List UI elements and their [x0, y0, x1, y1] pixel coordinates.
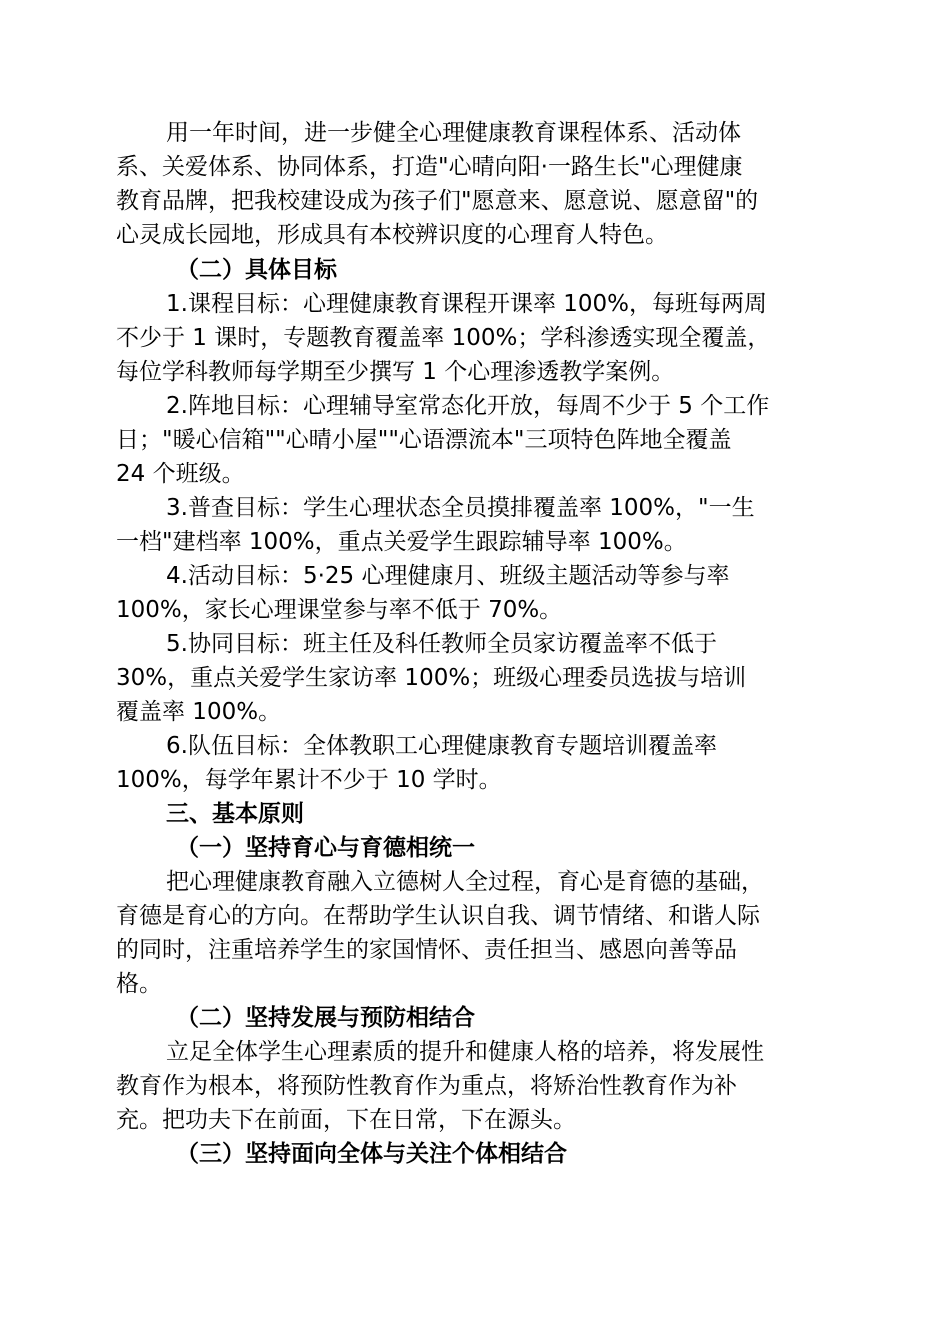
principle-3-heading: （三）坚持面向全体与关注个体相结合	[176, 1141, 567, 1167]
goal-4-line-1: 4.活动目标：5·25 心理健康月、班级主题活动等参与率	[166, 563, 730, 589]
goal-5-line-2: 30%，重点关爱学生家访率 100%；班级心理委员选拔与培训	[116, 665, 747, 691]
intro-line-4: 心灵成长园地，形成具有本校辨识度的心理育人特色。	[116, 222, 668, 248]
principle-1-heading: （一）坚持育心与育德相统一	[176, 835, 475, 861]
principle-2-heading: （二）坚持发展与预防相结合	[176, 1005, 475, 1031]
intro-line-3: 教育品牌，把我校建设成为孩子们"愿意来、愿意说、愿意留"的	[116, 188, 759, 214]
goal-2-line-2: 日；"暖心信箱""心晴小屋""心语漂流本"三项特色阵地全覆盖	[116, 427, 732, 453]
principle-2-line-3: 充。把功夫下在前面，下在日常，下在源头。	[116, 1107, 576, 1133]
goal-3-line-1: 3.普查目标：学生心理状态全员摸排覆盖率 100%，"一生	[166, 495, 755, 521]
principle-1-line-3: 的同时，注重培养学生的家国情怀、责任担当、感恩向善等品	[116, 937, 737, 963]
goal-4-line-2: 100%，家长心理课堂参与率不低于 70%。	[116, 597, 563, 623]
goal-1-line-1: 1.课程目标：心理健康教育课程开课率 100%，每班每两周	[166, 291, 768, 317]
intro-line-2: 系、关爱体系、协同体系，打造"心晴向阳·一路生长"心理健康	[116, 154, 743, 180]
principle-2-line-2: 教育作为根本，将预防性教育作为重点，将矫治性教育作为补	[116, 1073, 737, 1099]
goal-1-line-2: 不少于 1 课时，专题教育覆盖率 100%；学科渗透实现全覆盖，	[116, 325, 771, 351]
specific-goals-heading: （二）具体目标	[176, 257, 337, 283]
goal-1-line-3: 每位学科教师每学期至少撰写 1 个心理渗透教学案例。	[116, 359, 675, 385]
principle-1-line-1: 把心理健康教育融入立德树人全过程，育心是育德的基础，	[166, 869, 764, 895]
intro-line-1: 用一年时间，进一步健全心理健康教育课程体系、活动体	[166, 120, 741, 146]
goal-2-line-3: 24 个班级。	[116, 461, 245, 487]
goal-3-line-2: 一档"建档率 100%，重点关爱学生跟踪辅导率 100%。	[116, 529, 687, 555]
goal-2-line-1: 2.阵地目标：心理辅导室常态化开放，每周不少于 5 个工作	[166, 393, 770, 419]
goal-5-line-3: 覆盖率 100%。	[116, 699, 282, 725]
principle-1-line-4: 格。	[116, 971, 162, 997]
goal-6-line-2: 100%，每学年累计不少于 10 学时。	[116, 767, 502, 793]
principle-2-line-1: 立足全体学生心理素质的提升和健康人格的培养，将发展性	[166, 1039, 764, 1065]
goal-5-line-1: 5.协同目标：班主任及科任教师全员家访覆盖率不低于	[166, 631, 717, 657]
principles-heading: 三、基本原则	[166, 801, 304, 827]
goal-6-line-1: 6.队伍目标：全体教职工心理健康教育专题培训覆盖率	[166, 733, 717, 759]
principle-1-line-2: 育德是育心的方向。在帮助学生认识自我、调节情绪、和谐人际	[116, 903, 760, 929]
